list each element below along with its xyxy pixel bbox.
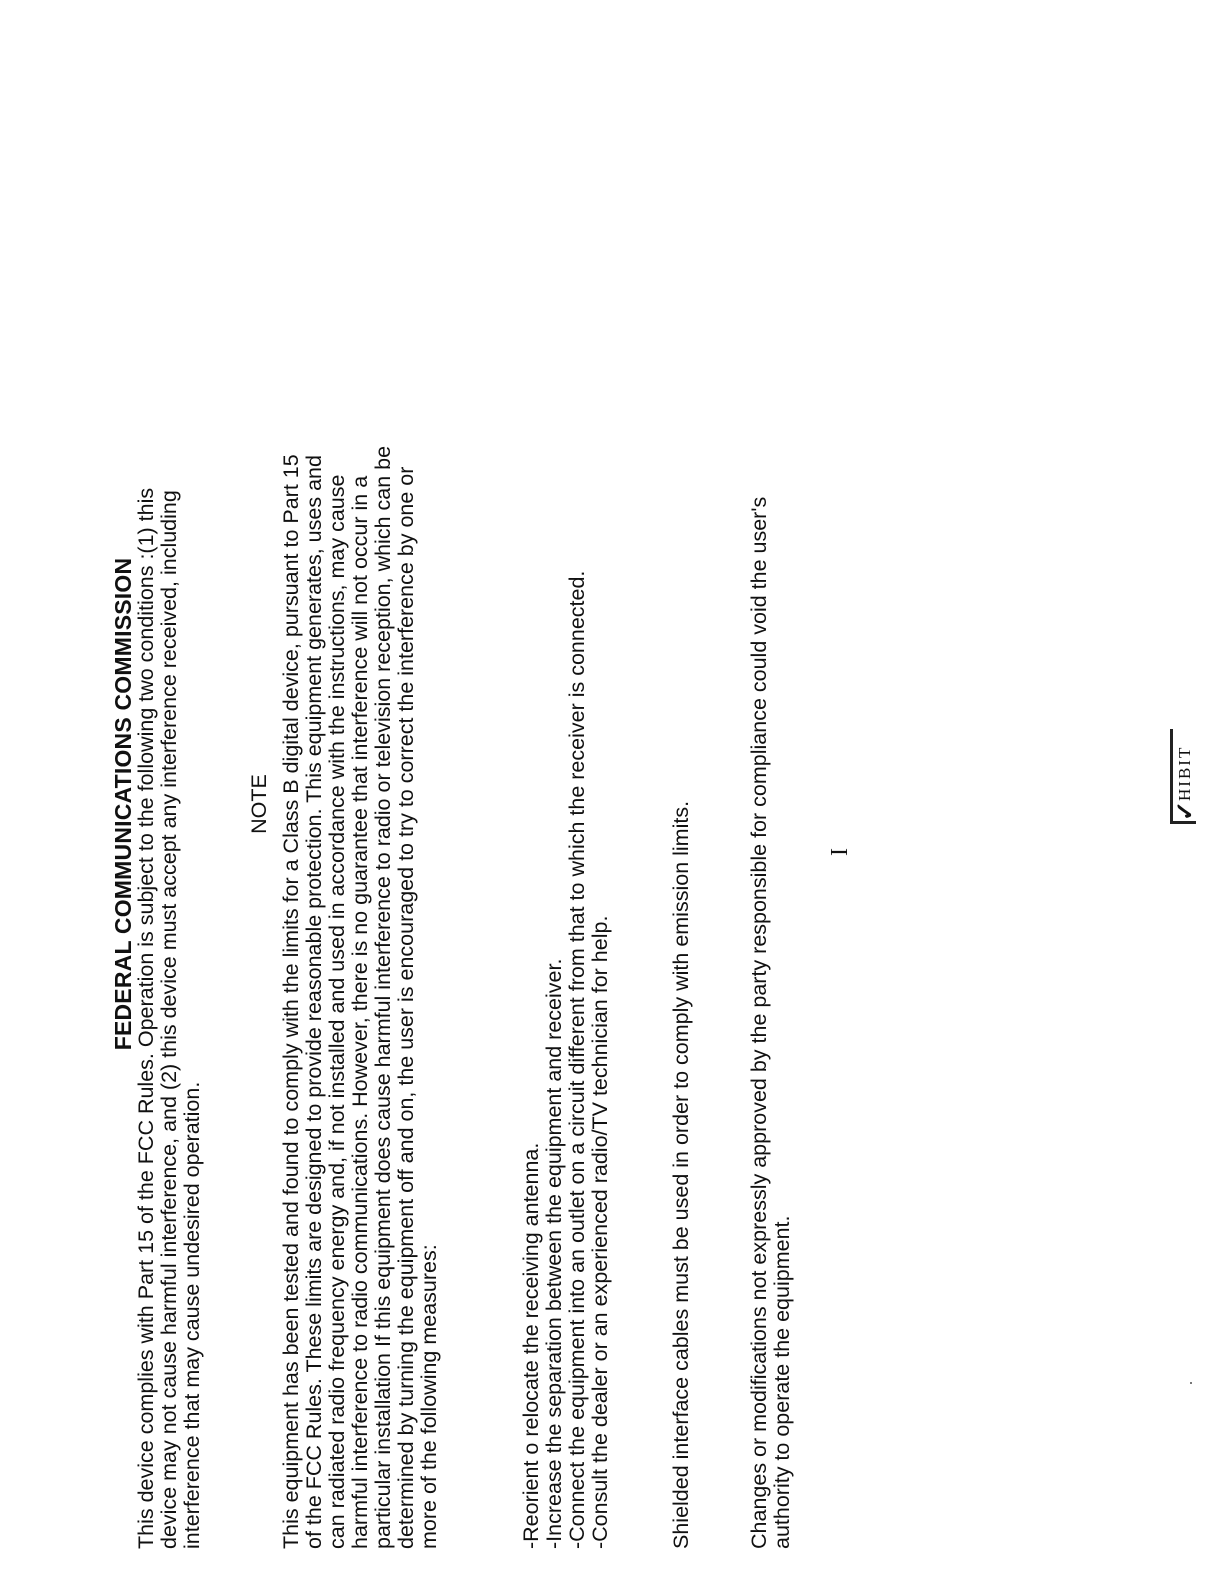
scan-speck (1190, 1382, 1192, 1384)
text-line: harmful interference to radio communications. However, there is no guarantee that interference will not occur in a (348, 475, 372, 1549)
compliance-paragraph (135, 44, 204, 1549)
text-line: of the FCC Rules. These limits are designed to provide reasonable protection. This equipment generates, uses and (302, 455, 326, 1549)
text-line: Shielded interface cables must be used in order to comply with emission limits. (669, 800, 693, 1549)
changes-paragraph (748, 44, 794, 1549)
text-line: can radiated radio frequency energy and, if not installed and used in accordance with the instructions, may cause (325, 474, 349, 1549)
exhibit-stamp (1170, 729, 1199, 824)
page-mark: I (827, 848, 853, 856)
text-line: more of the following measures: (417, 1244, 441, 1549)
stamp-text: HIBIT (1175, 745, 1194, 801)
note-paragraph (280, 44, 441, 1549)
text-line: authority to operate the equipment. (770, 1215, 794, 1549)
text-line: This device complies with Part 15 of the FCC Rules. Operation is subject to the following two conditions :(1) this (134, 487, 158, 1549)
text-line: This equipment has been tested and found to comply with the limits for a Class B digital device, pursuant to Part 15 (279, 454, 303, 1549)
checkmark-icon: ✓ (1173, 798, 1199, 821)
text-line: device may not cause harmful interference, and (2) this device must accept any interference received, including (157, 490, 181, 1549)
shielded-cables-paragraph (670, 44, 693, 1549)
text-line: determined by turning the equipment off and on, the user is encouraged to try to correct the interference by one or (394, 466, 418, 1549)
text-line: interference that may cause undesired operation. (180, 1081, 204, 1549)
measures-list (520, 44, 612, 1549)
document-title: FEDERAL COMMUNICATIONS COMMISSION (110, 557, 136, 1051)
list-item: -Increase the separation between the equipment and receiver. (542, 958, 566, 1549)
list-item: -Consult the dealer or an experienced radio/TV technician for help. (588, 915, 612, 1549)
list-item: -Reorient o relocate the receiving antenna. (519, 1142, 543, 1549)
list-item: -Connect the equipment into an outlet on a circuit different from that to which the receiver is connected. (565, 570, 589, 1549)
text-line: Changes or modifications not expressly approved by the party responsible for compliance could void the user's (747, 496, 771, 1549)
rotated-document-page (110, 24, 1220, 1584)
note-heading: NOTE (247, 774, 271, 834)
text-line: particular installation If this equipment does cause harmful interference to radio or television reception, which can be (371, 445, 395, 1549)
